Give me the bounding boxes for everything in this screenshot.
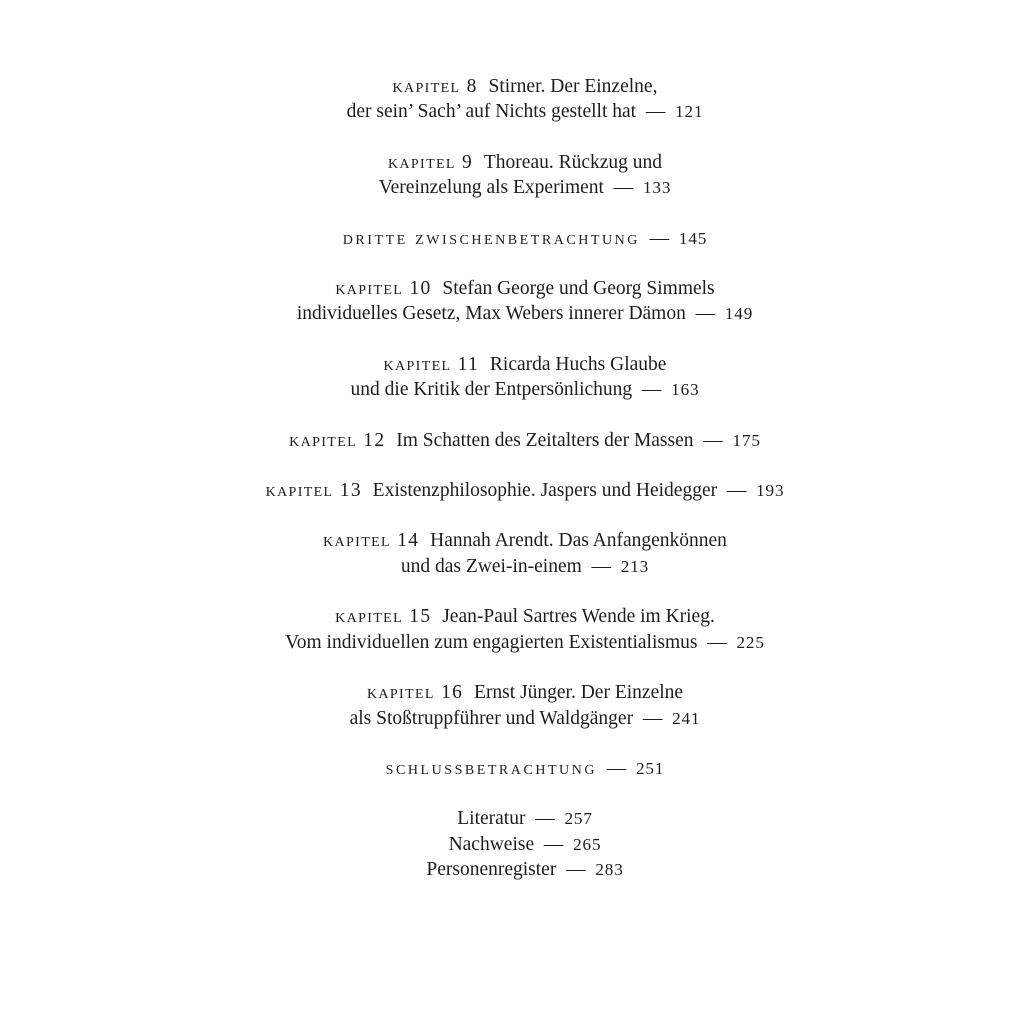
toc-entry-literatur	[26, 806, 1024, 831]
toc-entry-line	[26, 377, 1024, 402]
backmatter-title: Nachweise	[448, 833, 535, 855]
chapter-title-continued: Vom individuellen zum engagierten Existentialismus	[285, 631, 698, 653]
dash-separator: —	[543, 833, 564, 855]
dash-separator: —	[645, 101, 666, 123]
chapter-title-continued: individuelles Gesetz, Max Webers innerer Dämon	[296, 303, 686, 325]
chapter-title: Existenzphilosophie. Jaspers und Heidegger	[372, 480, 718, 502]
page-number: 257	[564, 809, 593, 829]
chapter-title: Hannah Arendt. Das Anfangenkönnen	[430, 530, 727, 552]
chapter-label: kapitel 13	[265, 480, 362, 502]
chapter-label: kapitel 14	[323, 530, 420, 552]
chapter-title-continued: als Stoßtruppführer und Waldgänger	[349, 707, 634, 729]
toc-entry-kapitel-13	[26, 478, 1024, 503]
toc-entry-kapitel-10	[26, 276, 1024, 327]
section-label: schlussbetrachtung	[385, 757, 597, 779]
dash-separator: —	[642, 707, 663, 729]
page-number: 175	[732, 430, 761, 450]
dash-separator: —	[606, 757, 627, 779]
chapter-title: Stefan George und Georg Simmels	[442, 278, 715, 300]
toc-entry-line	[26, 630, 1024, 655]
dash-separator: —	[703, 429, 723, 451]
page-number: 163	[671, 380, 700, 400]
toc-entry-kapitel-16	[26, 680, 1024, 731]
dash-separator: —	[707, 631, 727, 653]
dash-separator: —	[726, 480, 747, 502]
chapter-label: kapitel 15	[335, 606, 432, 628]
chapter-title: Ernst Jünger. Der Einzelne	[474, 682, 684, 704]
chapter-title: Jean-Paul Sartres Wende im Krieg.	[442, 606, 715, 628]
chapter-label: kapitel 11	[383, 353, 480, 375]
toc-entry-line	[26, 680, 1024, 705]
page-number: 193	[756, 481, 785, 501]
dash-separator: —	[613, 177, 634, 199]
chapter-label: kapitel 9	[387, 151, 474, 173]
backmatter-title: Literatur	[457, 808, 526, 830]
toc-entry-line	[26, 706, 1024, 731]
toc-entry-line	[26, 352, 1024, 377]
toc-entry-line	[26, 301, 1024, 326]
toc-entry-personenregister	[26, 857, 1024, 882]
chapter-title-continued: Vereinzelung als Experiment	[378, 177, 604, 199]
toc-entry-kapitel-12	[26, 428, 1024, 453]
page-number: 251	[636, 758, 665, 778]
toc-entry-kapitel-8	[26, 74, 1024, 125]
chapter-label: kapitel 12	[289, 429, 386, 451]
page-number: 121	[675, 102, 704, 122]
toc-entry-kapitel-15	[26, 604, 1024, 655]
toc-entry-line	[26, 99, 1024, 124]
chapter-label: kapitel 10	[335, 278, 432, 300]
toc-entry-line	[26, 857, 1024, 882]
toc-entry-line	[26, 806, 1024, 831]
toc-entry-line	[26, 150, 1024, 175]
page-number: 283	[595, 860, 624, 880]
chapter-title-continued: und die Kritik der Entpersönlichung	[350, 379, 633, 401]
toc-entry-line	[26, 756, 1024, 781]
chapter-title: Im Schatten des Zeitalters der Massen	[396, 429, 694, 451]
dash-separator: —	[649, 227, 670, 249]
page-number: 241	[672, 708, 701, 728]
toc-entry-line	[26, 554, 1024, 579]
chapter-title: Stirner. Der Einzelne,	[488, 76, 658, 97]
toc-entry-line	[26, 226, 1024, 251]
page-number: 149	[724, 304, 754, 324]
toc-entry-nachweise	[26, 832, 1024, 857]
toc-entry-line	[26, 478, 1024, 503]
chapter-title: Ricarda Huchs Glaube	[489, 353, 667, 375]
dash-separator: —	[641, 379, 662, 401]
toc-entry-kapitel-9	[26, 150, 1024, 201]
page-number: 213	[620, 556, 650, 576]
chapter-title-continued: der sein’ Sach’ auf Nichts gestellt hat	[346, 101, 637, 123]
chapter-title: Thoreau. Rückzug und	[483, 151, 663, 173]
backmatter-title: Personenregister	[426, 859, 557, 881]
toc-entry-kapitel-14	[26, 528, 1024, 579]
section-label: dritte zwischenbetrachtung	[342, 227, 640, 249]
dash-separator: —	[566, 859, 586, 881]
toc-entry-line	[26, 604, 1024, 629]
toc-entry-dritte-zwischenbetrachtung	[26, 226, 1024, 251]
page-number: 265	[573, 834, 602, 854]
page-number: 225	[736, 632, 765, 652]
toc-entry-kapitel-11	[26, 352, 1024, 403]
toc-entry-schlussbetrachtung	[26, 756, 1024, 781]
toc-entry-line	[26, 832, 1024, 857]
toc-entry-line	[26, 428, 1024, 453]
toc-entry-line	[26, 528, 1024, 553]
toc-entry-line	[26, 175, 1024, 200]
chapter-label: kapitel 8	[392, 76, 478, 97]
page-number: 145	[678, 228, 708, 248]
chapter-title-continued: und das Zwei-in-einem	[400, 555, 582, 577]
page-number: 133	[642, 178, 672, 198]
dash-separator: —	[591, 555, 612, 577]
dash-separator: —	[695, 303, 716, 325]
toc-entry-line	[26, 276, 1024, 301]
dash-separator: —	[535, 808, 555, 830]
chapter-label: kapitel 16	[366, 682, 464, 704]
toc-entry-line	[26, 74, 1024, 99]
